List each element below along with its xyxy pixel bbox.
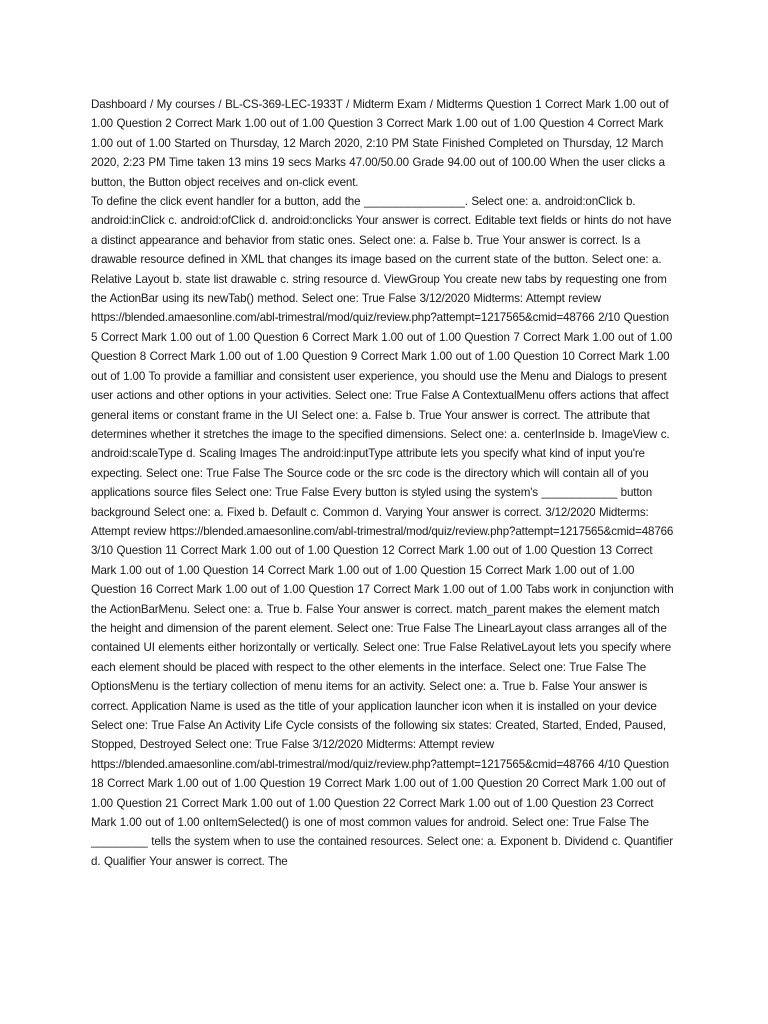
text-paragraph: Dashboard / My courses / BL-CS-369-LEC-1933T / Midterm Exam / Midterms Question 1 Correct Mark 1.00 out of 1.00 Question 2 Correct Mark 1.00 out of 1.00 Question 3 Correct Mark 1.00 out of 1.00 Question 4 Correct Mark 1.00 out of 1.00 Started on Thursday, 12 March 2020, 2:10 PM State Finished Completed on Thursday, 12 March 2020, 2:23 PM Time taken 13 mins 19 secs Marks 47.00/50.00 Grade 94.00 out of 100.00 When the user clicks a button, the Button object receives and on-click event. (91, 98, 669, 189)
text-paragraph: To define the click event handler for a button, add the ________________. Select one: a. android:onClick b. android:inClick c. android:ofClick d. android:onclicks Your answer is correct. Editable text fields or hints do not have a distinct appearance and behavior from static ones. Select one: a. False b. True Your answer is correct. Is a drawable resource defined in XML that changes its image based on the current state of the button. Select one: a. Relative Layout b. state list drawable c. string resource d. ViewGroup You create new tabs by requesting one from the ActionBar using its newTab() method. Select one: True False 3/12/2020 Midterms: Attempt review https://blended.amaesonline.com/abl-trimestral/mod/quiz/review.php?attempt=1217565&cmid=48766 2/10 Question 5 Correct Mark 1.00 out of 1.00 Question 6 Correct Mark 1.00 out of 1.00 Question 7 Correct Mark 1.00 out of 1.00 Question 8 Correct Mark 1.00 out of 1.00 Question 9 Correct Mark 1.00 out of 1.00 Question 10 Correct Mark 1.00 out of 1.00 To provide a familliar and consistent user experience, you should use the Menu and Dialogs to present user actions and other options in your activities. Select one: True False A ContextualMenu offers actions that affect general items or constant frame in the UI Select one: a. False b. True Your answer is correct. The attribute that determines whether it stretches the image to the specified dimensions. Select one: a. centerInside b. ImageView c. android:scaleType d. Scaling Images The android:inputType attribute lets you specify what kind of input you're expecting. Select one: True False The Source code or the src code is the directory which will contain all of you applications source files Select one: True False Every button is styled using the system's ____________ button background Select one: a. Fixed b. Default c. Common d. Varying Your answer is correct. 3/12/2020 Midterms: Attempt review https://blended.amaesonline.com/abl-trimestral/mod/quiz/review.php?attempt=1217565&cmid=48766 3/10 Question 11 Correct Mark 1.00 out of 1.00 Question 12 Correct Mark 1.00 out of 1.00 Question 13 Correct Mark 1.00 out of 1.00 Question 14 Correct Mark 1.00 out of 1.00 Question 15 Correct Mark 1.00 out of 1.00 Question 16 Correct Mark 1.00 out of 1.00 Question 17 Correct Mark 1.00 out of 1.00 Tabs work in conjunction with the ActionBarMenu. Select one: a. True b. False Your answer is correct. match_parent makes the element match the height and dimension of the parent element. Select one: True False The LinearLayout class arranges all of the contained UI elements either horizontally or vertically. Select one: True False RelativeLayout lets you specify where each element should be placed with respect to the other elements in the interface. Select one: True False The OptionsMenu is the tertiary collection of menu items for an activity. Select one: a. True b. False Your answer is correct. Application Name is used as the title of your application launcher icon when it is installed on your device Select one: True False An Activity Life Cycle consists of the following six states: Created, Started, Ended, Paused, Stopped, Destroyed Select one: True False 3/12/2020 Midterms: Attempt review https://blended.amaesonline.com/abl-trimestral/mod/quiz/review.php?attempt=1217565&cmid=48766 4/10 Question 18 Correct Mark 1.00 out of 1.00 Question 19 Correct Mark 1.00 out of 1.00 Question 20 Correct Mark 1.00 out of 1.00 Question 21 Correct Mark 1.00 out of 1.00 Question 22 Correct Mark 1.00 out of 1.00 Question 23 Correct Mark 1.00 out of 1.00 onItemSelected() is one of most common values for android. Select one: True False The _________ tells the system when to use the contained resources. Select one: a. Exponent b. Dividend c. Quantifier d. Qualifier Your answer is correct. The (91, 195, 674, 868)
